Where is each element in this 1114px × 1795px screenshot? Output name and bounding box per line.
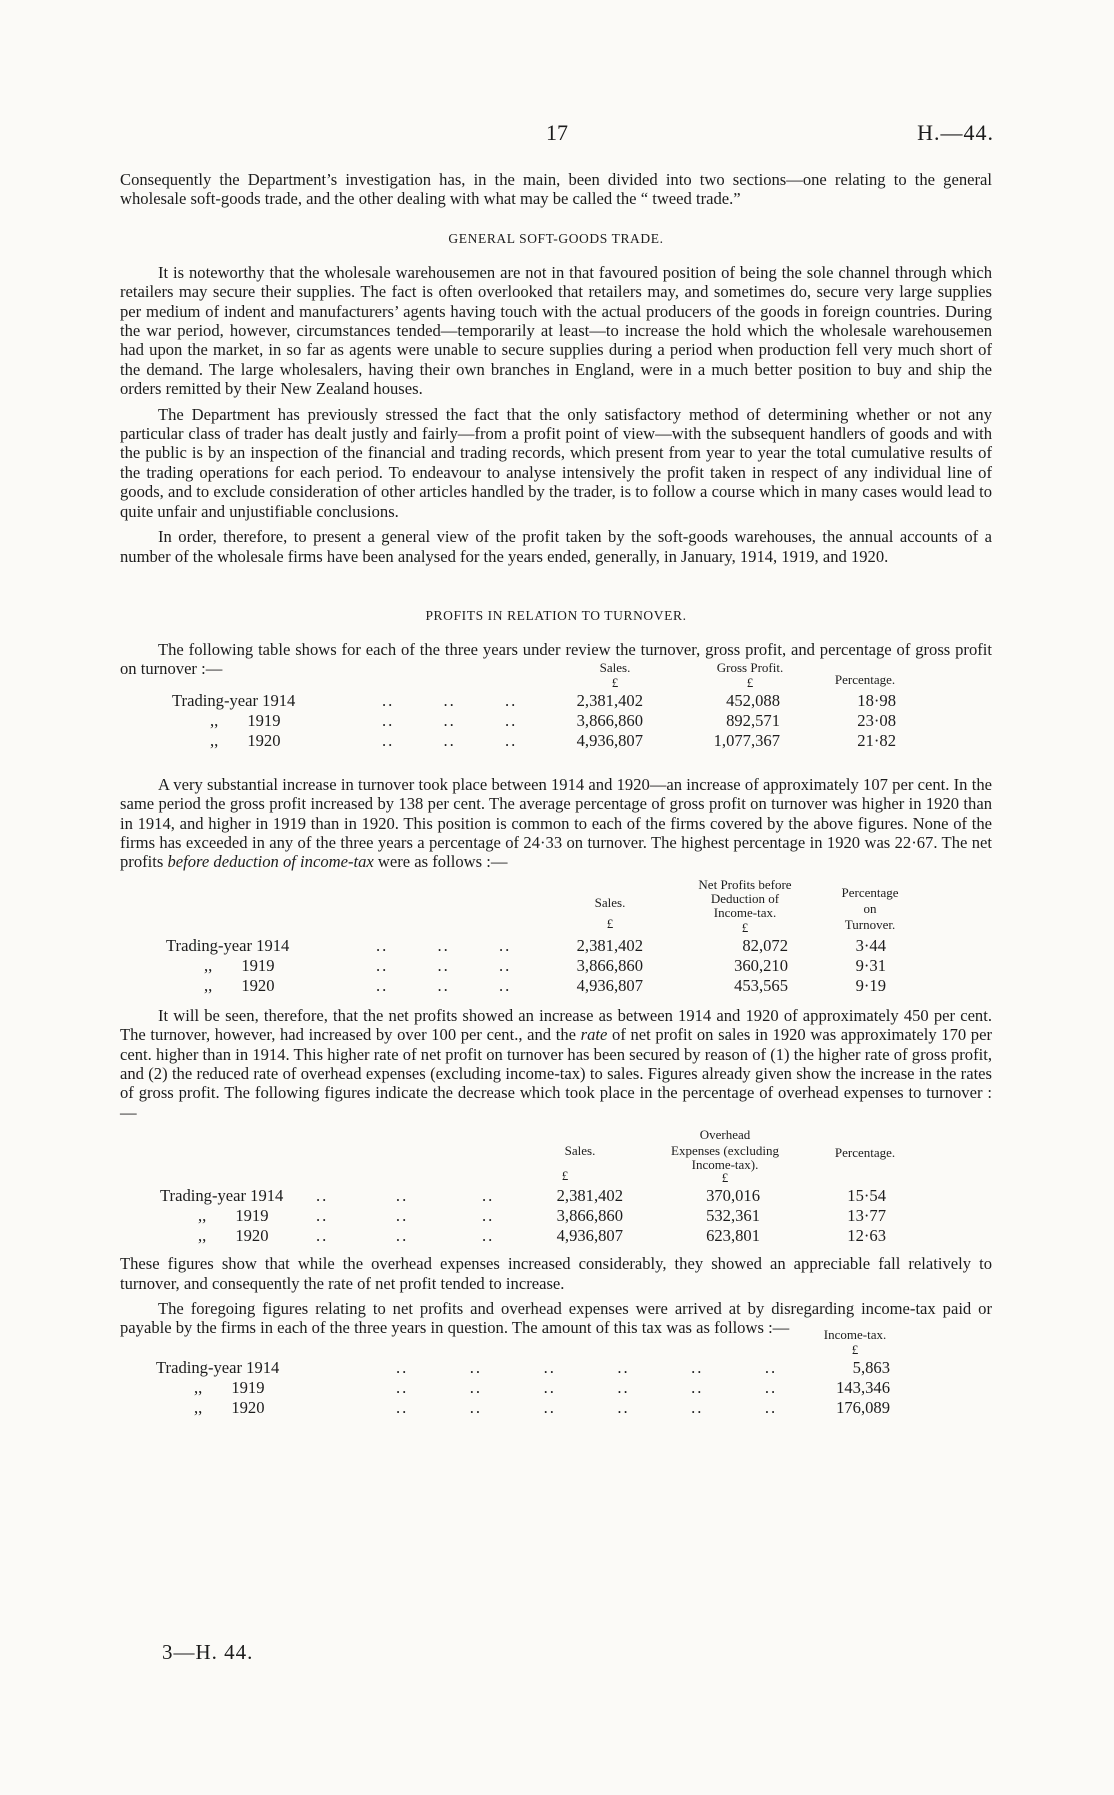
paragraph-income-tax: The foregoing figures relating to net profits and overhead expenses were arrived at by disregarding income-tax paid or payable by the firms in each of the three years in question. The amount of this tax was as follows :— xyxy=(120,1299,992,1338)
cell-percentage: 23·08 xyxy=(857,710,896,730)
cell-percentage: 12·63 xyxy=(847,1226,886,1246)
row-label: Trading-year 1914 xyxy=(166,935,290,955)
leader-dots: .. .. .. xyxy=(376,955,512,975)
leader-dots: .. .. .. .. .. .. xyxy=(396,1397,778,1417)
col-header-percentage: Percentage. xyxy=(834,1145,896,1161)
row-label: ,, 1919 xyxy=(204,955,275,975)
leader-dots: .. .. .. xyxy=(376,935,512,955)
table-row xyxy=(120,711,992,731)
leader-dots: .. .. .. xyxy=(382,710,518,730)
row-label: ,, 1919 xyxy=(198,1206,269,1226)
col-header-net-profit-3: Income-tax. xyxy=(713,904,777,920)
cell-gross: 452,088 xyxy=(726,690,780,710)
currency-sales: £ xyxy=(561,1168,569,1184)
cell-sales: 3,866,860 xyxy=(556,1206,623,1226)
emphasis-rate: rate xyxy=(580,1025,608,1045)
leader-dots: .. .. .. xyxy=(316,1206,495,1226)
cell-percentage: 21·82 xyxy=(857,730,896,750)
col-header-percentage-2: on xyxy=(863,900,877,916)
paragraph-warehousemen: It is noteworthy that the wholesale warehousemen are not in that favoured position of being the sole channel through which retailers may secure their supplies. The fact is often overlooked that retailers may, and sometimes do, secure very large supplies per medium of indent and manufacturers’ agents having touch with the actual producers of the goods in foreign countries. During the war period, however, circumstances tended—temporarily at least—to increase the hold which the wholesale warehousemen had upon the market, in so far as agents were unable to secure supplies during a period when production fell very much short of the demand. The large wholesalers, having their own branches in England, were in a much better position to buy and ship the orders remitted by their New Zealand houses. xyxy=(120,262,992,399)
paragraph-net-profit-increase: It will be seen, therefore, that the net profits showed an increase as between 1914 and 1920 of approximately 450 per cent. The turnover, however, had increased by over 100 per cent., and the rate of net profit on sales in 1920 was approximately 170 per cent. higher than in 1914. This higher rate of net profit on turnover has been secured by reason of (1) the higher rate of gross profit, and (2) the reduced rate of overhead expenses (excluding income-tax) to sales. Figures already given show the increase in the rates of gross profit. The following figures indicate the decrease which took place in the percentage of overhead expenses to turnover :— xyxy=(120,1005,992,1122)
cell-income-tax: 176,089 xyxy=(836,1397,890,1417)
page-header xyxy=(0,120,1114,150)
leader-dots: .. .. .. xyxy=(382,690,518,710)
cell-overhead: 623,801 xyxy=(706,1226,760,1246)
cell-sales: 4,936,807 xyxy=(576,975,643,995)
table-row xyxy=(120,1226,992,1246)
cell-net-profit: 453,565 xyxy=(734,975,788,995)
col-header-net-profit-2: Deduction of xyxy=(710,890,780,906)
page-body xyxy=(120,170,992,1422)
cell-percentage: 15·54 xyxy=(847,1186,886,1206)
cell-sales: 3,866,860 xyxy=(576,710,643,730)
col-header-percentage: Percentage. xyxy=(834,671,896,687)
table-row xyxy=(120,936,992,956)
cell-sales: 3,866,860 xyxy=(576,955,643,975)
emphasis-before-deduction: before deduction of income-tax xyxy=(167,852,374,872)
cell-overhead: 370,016 xyxy=(706,1186,760,1206)
currency-gross: £ xyxy=(746,674,754,690)
paragraph-turnover-increase: A very substantial increase in turnover took place between 1914 and 1920—an increase of approximately 107 per cent. In the same period the gross profit increased by 138 per cent. The average percentage of gross profit on turnover was higher in 1920 than in 1914, and higher in 1919 than in 1920. This position is common to each of the firms covered by the above figures. None of the firms has exceeded in any of the three years a percentage of 24·33 on turnover. The highest percentage in 1920 was 22·67. The net profits before deduction of income-tax were as follows :— xyxy=(120,774,992,872)
cell-sales: 4,936,807 xyxy=(556,1226,623,1246)
table-row xyxy=(120,1186,992,1206)
cell-overhead: 532,361 xyxy=(706,1206,760,1226)
col-header-income-tax: Income-tax. xyxy=(823,1326,887,1342)
table-row xyxy=(120,731,992,751)
cell-net-profit: 360,210 xyxy=(734,955,788,975)
cell-net-profit: 82,072 xyxy=(742,935,788,955)
row-label: Trading-year 1914 xyxy=(160,1186,284,1206)
cell-percentage: 9·31 xyxy=(855,955,886,975)
paragraph-accounts: In order, therefore, to present a general view of the profit taken by the soft-goods warehouses, the annual accounts of a number of the wholesale firms have been analysed for the years ended, generally, in January, 1914, 1919, and 1920. xyxy=(120,527,992,566)
cell-income-tax: 5,863 xyxy=(852,1357,890,1377)
cell-percentage: 3·44 xyxy=(855,935,886,955)
row-label: ,, 1920 xyxy=(204,975,275,995)
col-header-overhead-1: Overhead xyxy=(699,1127,751,1143)
col-header-net-profit-1: Net Profits before xyxy=(698,876,792,892)
table-net-profit xyxy=(120,872,992,998)
cell-sales: 4,936,807 xyxy=(576,730,643,750)
paragraph-intro: Consequently the Department’s investigation has, in the main, been divided into two sections—one relating to the general wholesale soft-goods trade, and the other dealing with what may be called the “ tweed trade.” xyxy=(120,170,992,209)
row-label: ,, 1920 xyxy=(210,730,281,750)
row-label: ,, 1919 xyxy=(194,1377,265,1397)
leader-dots: .. .. .. .. .. .. xyxy=(396,1357,778,1377)
col-header-sales: Sales. xyxy=(594,894,626,910)
table-overhead-expenses xyxy=(120,1122,992,1246)
signature-mark: 3—H. 44. xyxy=(162,1640,254,1664)
cell-gross: 892,571 xyxy=(726,710,780,730)
row-label: ,, 1920 xyxy=(194,1397,265,1417)
col-header-percentage-1: Percentage xyxy=(841,884,899,900)
row-label: Trading-year 1914 xyxy=(156,1357,280,1377)
row-label: ,, 1919 xyxy=(210,710,281,730)
table-row xyxy=(120,1378,992,1398)
col-header-percentage-3: Turnover. xyxy=(844,916,896,932)
currency-sales: £ xyxy=(611,674,619,690)
currency-overhead: £ xyxy=(721,1170,729,1186)
col-header-gross-profit: Gross Profit. xyxy=(716,659,784,675)
cell-percentage: 18·98 xyxy=(857,690,896,710)
table-row xyxy=(120,1398,992,1418)
col-header-sales: Sales. xyxy=(599,659,631,675)
table-row xyxy=(120,1358,992,1378)
table-row xyxy=(120,976,992,996)
table-row xyxy=(120,956,992,976)
cell-sales: 2,381,402 xyxy=(556,1186,623,1206)
row-label: Trading-year 1914 xyxy=(172,690,296,710)
currency-tax: £ xyxy=(851,1341,859,1357)
cell-percentage: 13·77 xyxy=(847,1206,886,1226)
leader-dots: .. .. .. xyxy=(376,975,512,995)
document-reference: H.—44. xyxy=(917,120,994,145)
table-income-tax xyxy=(120,1326,992,1422)
row-label: ,, 1920 xyxy=(198,1226,269,1246)
currency-net: £ xyxy=(741,919,749,935)
cell-income-tax: 143,346 xyxy=(836,1377,890,1397)
section-heading-profits: PROFITS IN RELATION TO TURNOVER. xyxy=(425,607,687,623)
leader-dots: .. .. .. xyxy=(316,1186,495,1206)
col-header-overhead-2: Expenses (excluding xyxy=(671,1143,779,1159)
table-row xyxy=(120,1206,992,1226)
leader-dots: .. .. .. .. .. .. xyxy=(396,1377,778,1397)
page-number: 17 xyxy=(546,120,568,145)
paragraph-table1-intro: The following table shows for each of the three years under review the turnover, gross profit, and percentage of gross profit on turnover :— xyxy=(120,639,992,679)
cell-sales: 2,381,402 xyxy=(576,935,643,955)
cell-gross: 1,077,367 xyxy=(713,730,780,750)
paragraph-method: The Department has previously stressed the fact that the only satisfactory method of determining whether or not any particular class of trader has dealt justly and fairly—from a profit point of view—with the subsequent handlers of goods and with the public is by an inspection of the financial and trading records, which present from year to year the total cumulative results of the trading operations for each period. To endeavour to analyse intensively the profit taken in respect of any individual line of goods, and to exclude consideration of other articles handled by the trader, is to follow a course which in many cases would lead to quite unfair and unjustifiable conclusions. xyxy=(120,404,992,521)
leader-dots: .. .. .. xyxy=(316,1226,495,1246)
section-heading-general: GENERAL SOFT-GOODS TRADE. xyxy=(448,230,664,246)
col-header-sales: Sales. xyxy=(564,1143,596,1159)
cell-sales: 2,381,402 xyxy=(576,690,643,710)
currency-sales: £ xyxy=(606,915,614,931)
cell-percentage: 9·19 xyxy=(855,975,886,995)
leader-dots: .. .. .. xyxy=(382,730,518,750)
paragraph-overhead-fall: These figures show that while the overhead expenses increased considerably, they showed an appreciable fall relatively to turnover, and consequently the rate of net profit tended to increase. xyxy=(120,1254,992,1293)
col-header-overhead-3: Income-tax). xyxy=(691,1157,759,1173)
table-row xyxy=(120,691,992,711)
